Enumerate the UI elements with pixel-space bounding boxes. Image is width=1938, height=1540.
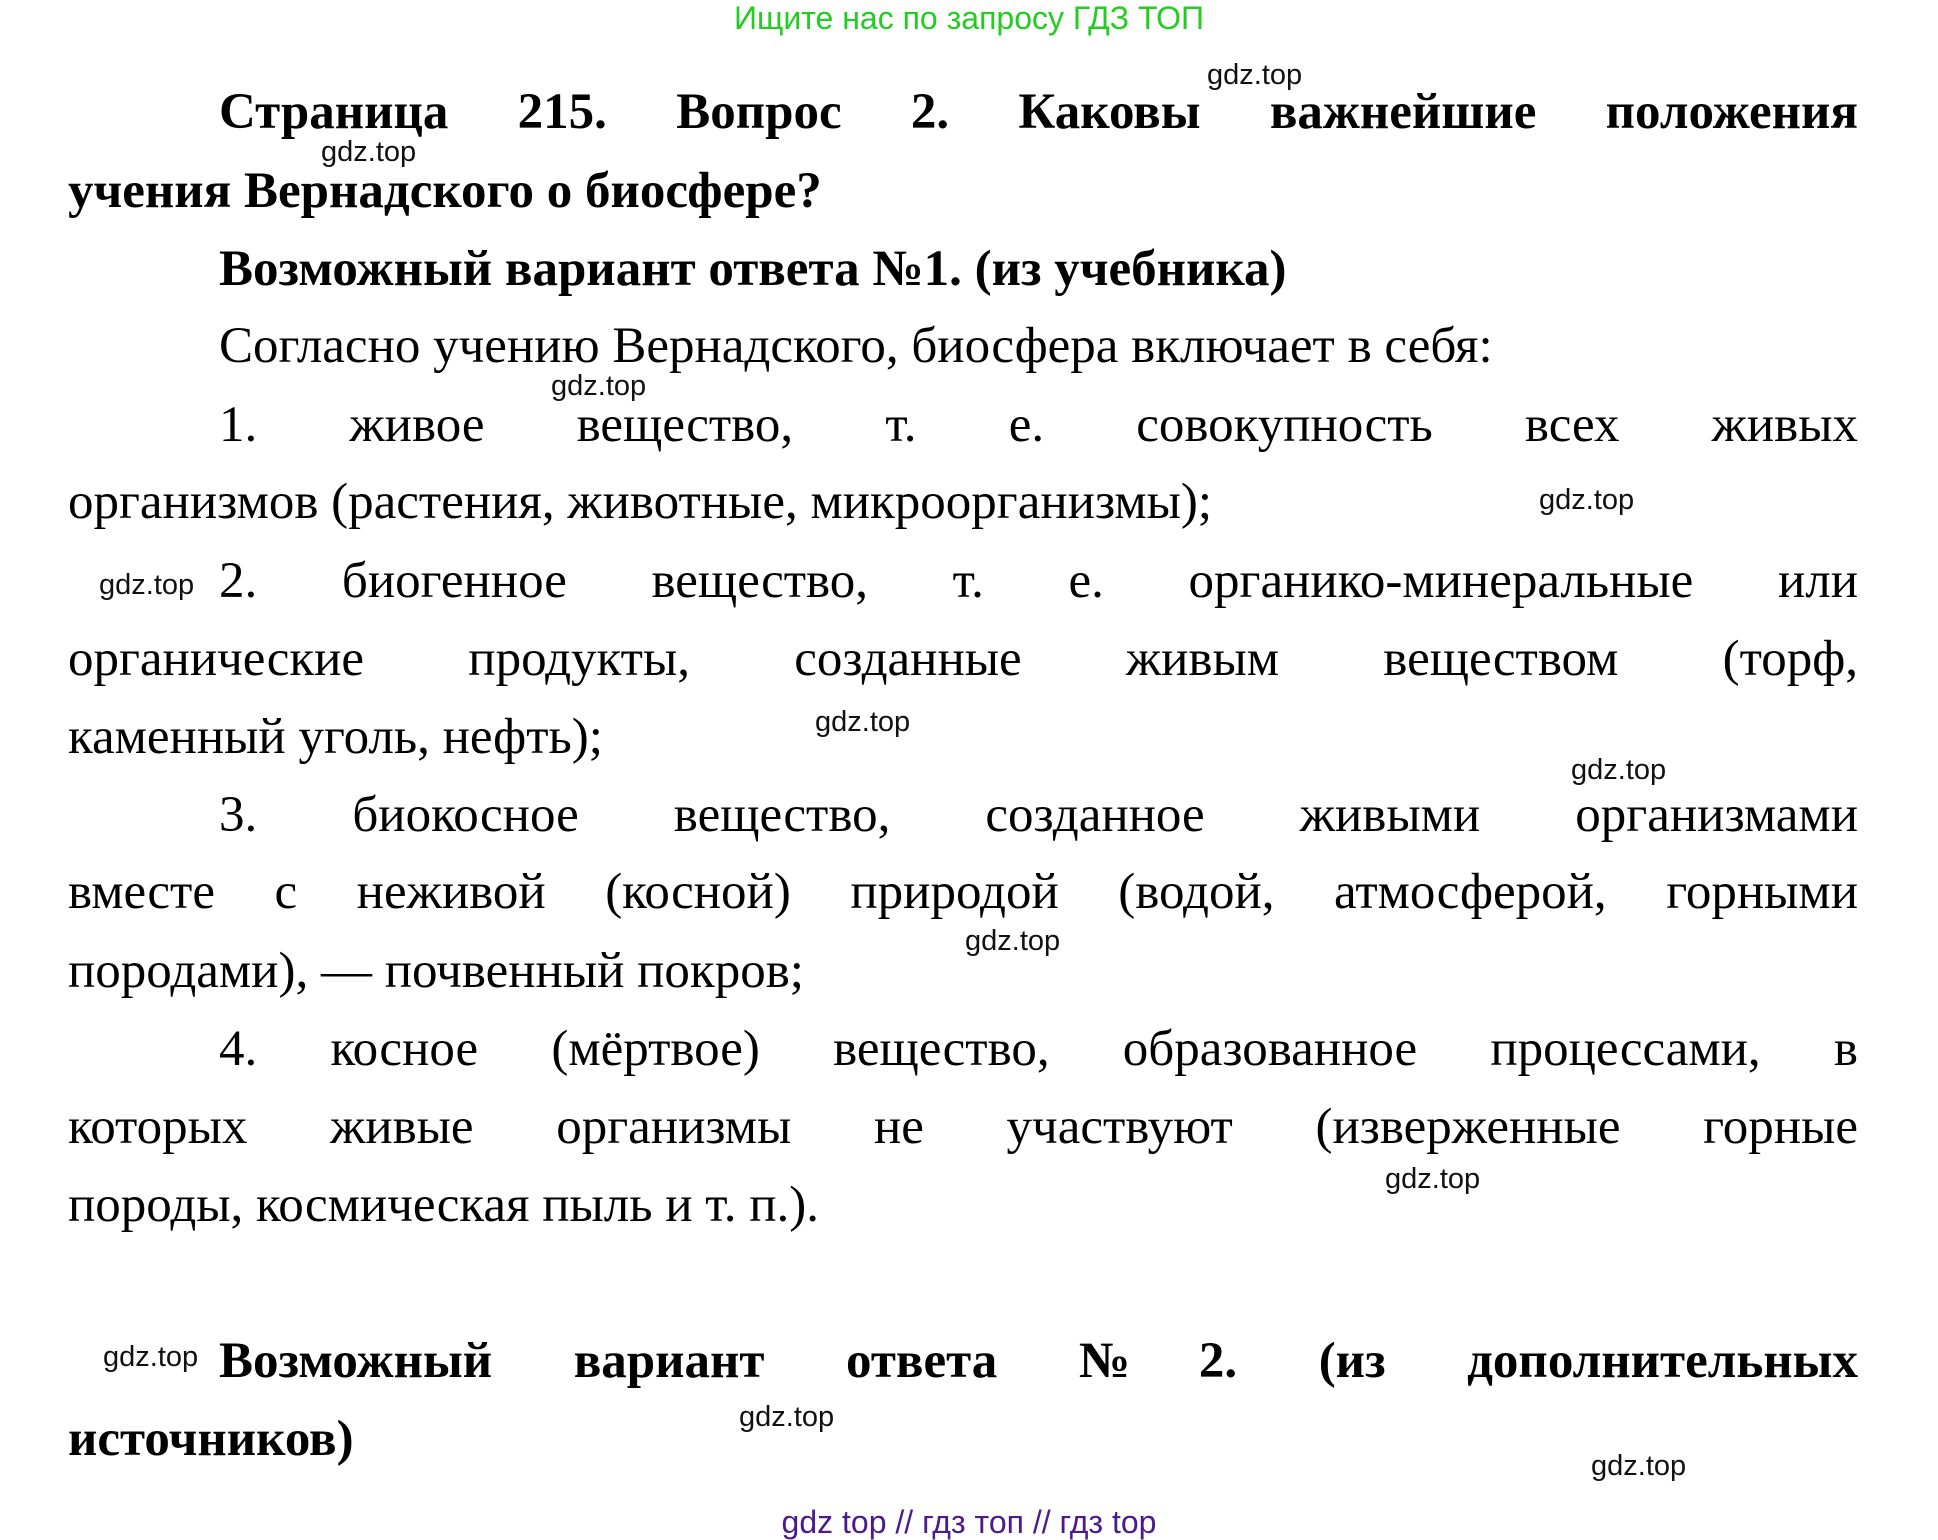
paragraph-line: Согласно учению Вернадского, биосфера включает в себя:: [219, 318, 1493, 374]
gdz-watermark: gdz.top: [1385, 1163, 1481, 1195]
gdz-watermark: gdz.top: [1571, 754, 1667, 786]
paragraph-line: 3. биокосное вещество, созданное живыми организмами: [219, 787, 1858, 843]
paragraph-line: вместе с неживой (косной) природой (водой, атмосферой, горными: [68, 864, 1858, 920]
footer-watermark: gdz top // гдз топ // гдз top: [781, 1504, 1157, 1540]
gdz-watermark: gdz.top: [739, 1401, 835, 1433]
gdz-watermark: gdz.top: [99, 569, 195, 601]
paragraph-line: 2. биогенное вещество, т. е. органико-минеральные или: [219, 553, 1858, 609]
paragraph-line: 4. косное (мёртвое) вещество, образованное процессами, в: [219, 1021, 1858, 1077]
heading-line: учения Вернадского о биосфере?: [68, 163, 822, 219]
paragraph-line: породы, космическая пыль и т. п.).: [68, 1177, 820, 1233]
paragraph-line: 1. живое вещество, т. е. совокупность всех живых: [219, 397, 1858, 453]
gdz-watermark: gdz.top: [321, 136, 417, 168]
heading-line: Возможный вариант ответа №2. (из дополнительных: [219, 1333, 1858, 1389]
heading-line: Возможный вариант ответа №1. (из учебника): [219, 241, 1287, 297]
gdz-watermark: gdz.top: [815, 706, 911, 738]
heading-line: Страница 215. Вопрос 2. Каковы важнейшие положения: [219, 84, 1858, 140]
gdz-watermark: gdz.top: [1207, 59, 1303, 91]
gdz-watermark: gdz.top: [965, 925, 1061, 957]
paragraph-line: организмов (растения, животные, микроорганизмы);: [68, 474, 1213, 530]
gdz-watermark: gdz.top: [551, 370, 647, 402]
gdz-watermark: gdz.top: [103, 1341, 199, 1373]
paragraph-line: которых живые организмы не участвуют (изверженные горные: [68, 1099, 1858, 1155]
gdz-watermark: gdz.top: [1591, 1450, 1687, 1482]
paragraph-line: породами), — почвенный покров;: [68, 943, 804, 999]
paragraph-line: органические продукты, созданные живым веществом (торф,: [68, 631, 1858, 687]
heading-line: источников): [68, 1411, 354, 1467]
paragraph-line: каменный уголь, нефть);: [68, 709, 603, 765]
search-hint-banner: Ищите нас по запросу ГДЗ ТОП: [734, 0, 1204, 36]
gdz-watermark: gdz.top: [1539, 484, 1635, 516]
